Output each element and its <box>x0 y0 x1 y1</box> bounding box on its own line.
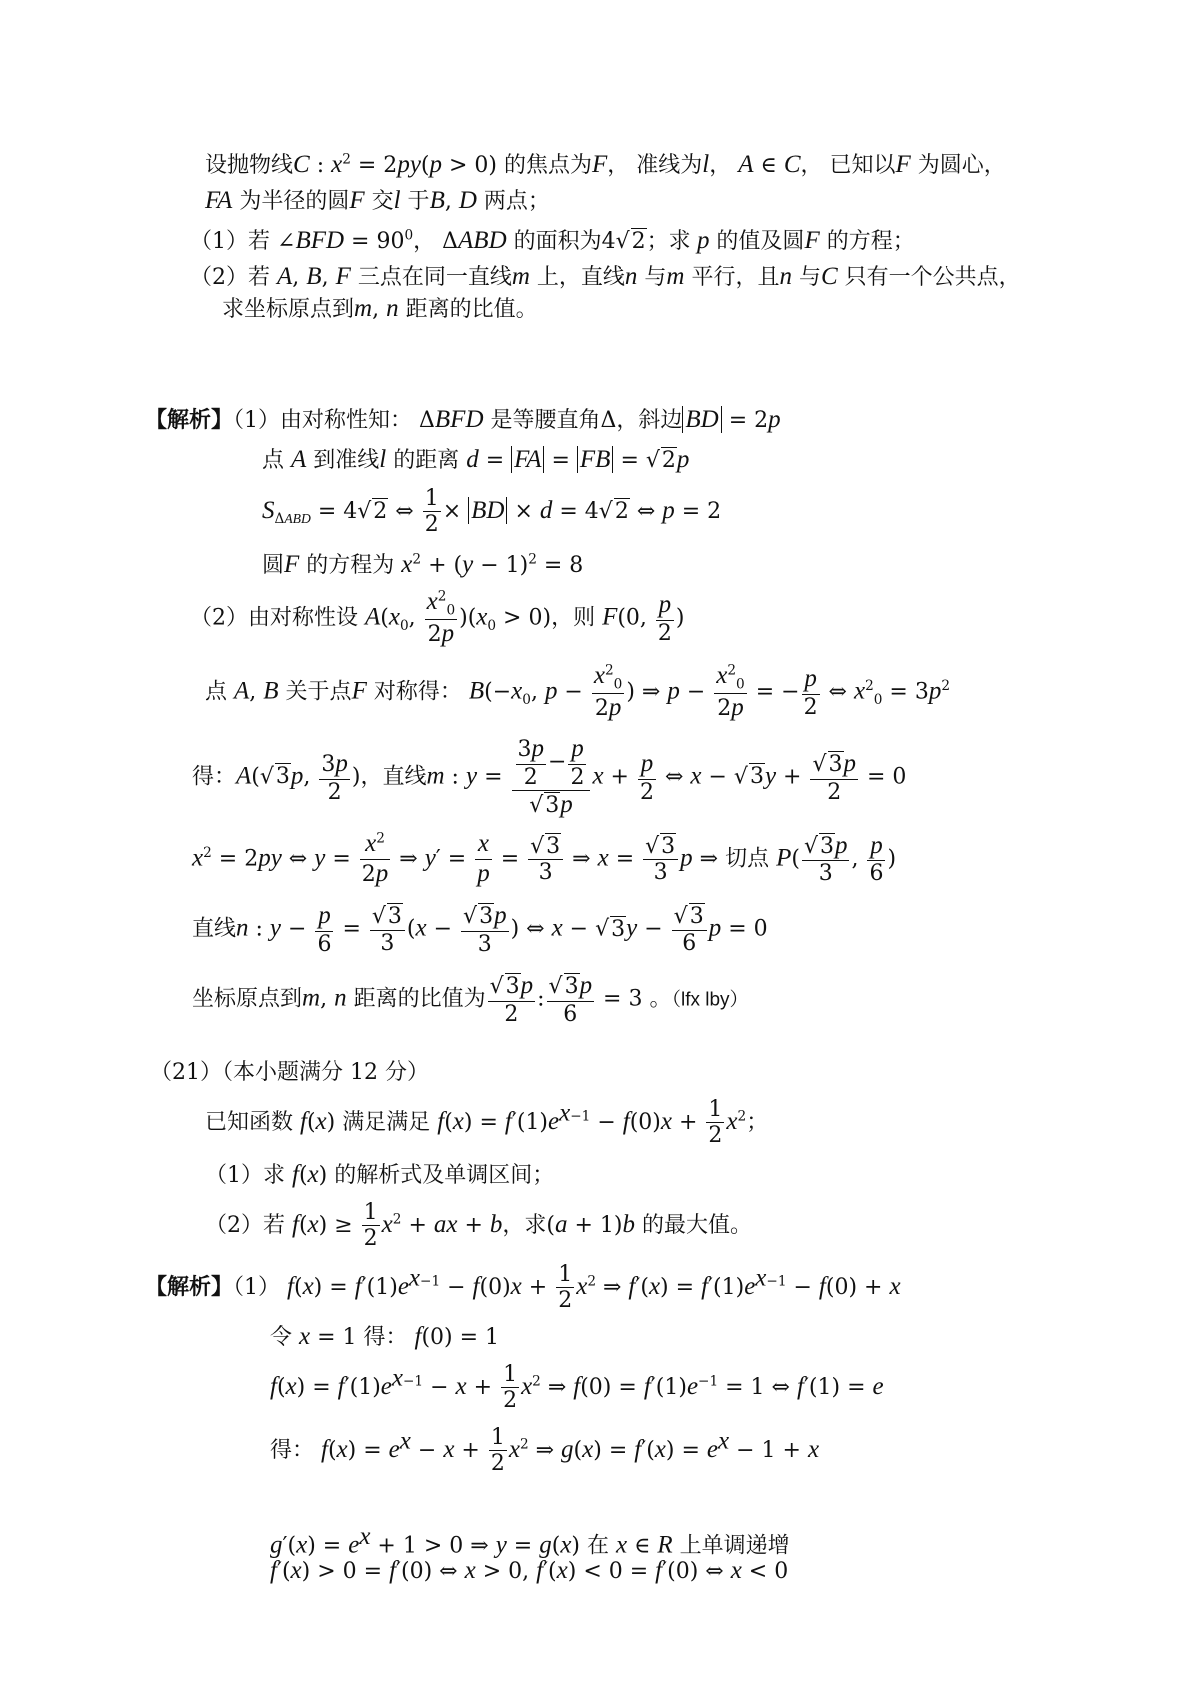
solution20-line7: 得：A(√3p, $\frac{3p}{2}$ )，直线m : y = $\frac{3p}{2}$ − $\frac{p}{2}$ √3p x + $\frac{p}{2}$ ⇔ x − √3y + $\frac{√3p}{2}$ = 0 <box>192 735 907 819</box>
solution20-line4: 圆F 的方程为 $x^2 + (y - 1)^2 = 8$ <box>262 551 584 578</box>
problem20-line1: 设抛物线C : $x^2 = 2py(p > 0)$ 的焦点为F， 准线为l， A ∈ C， 已知以F 为圆心， <box>205 151 1006 178</box>
problem20-question2: （2）若 A, B, F 三点在同一直线m 上，直线n 与m 平行，且n 与C 只有一个公共点， <box>190 263 1021 290</box>
problem20-question2-cont: 求坐标原点到m, n 距离的比值。 <box>222 295 538 322</box>
solution20-line9: 直线n : y − $\frac{p}{6}$ = $\frac{√3}{3}$ (x − $\frac{√3p}{3}$ ) ⇔ x − √3y − $\frac{√3}{6}$ p = 0 <box>192 902 768 957</box>
problem21-header: （21）（本小题满分 12 分） <box>150 1060 429 1085</box>
problem20-question1: （1）若 ∠BFD = $90^0$， ΔABD 的面积为4√2；求 p 的值及圆F 的方程； <box>190 227 915 254</box>
solution20-line10: 坐标原点到m, n 距离的比值为 $\frac{√3p}{2}$ : $\frac{√3p}{6}$ = 3 。（lfx lby） <box>192 972 749 1027</box>
solution20-tag: 【解析】 <box>145 407 234 433</box>
solution21-line4: 得： $f(x) = e^x - x$ + $\frac{1}{2}$ $x^2$ ⇒ $g(x) = f'(x) = e^x - 1 + x$ <box>270 1425 820 1477</box>
solution20-line5: （2）由对称性设 $A(x_0$, $\frac{x^2_0}{2p}$ )$(x_0 > 0)$，则 F(0, $\frac{p}{2}$ ) <box>190 588 685 648</box>
solution21-line5: $g'(x) = e^x + 1 > 0$ ⇒ y = g(x) 在 x ∈ R 上单调递增 <box>270 1523 790 1559</box>
problem20-line2: FA 为半径的圆F 交l 于B, D 两点； <box>205 187 550 214</box>
solution21-line6: f′(x) > 0 = f′(0) ⇔ x > 0, f′(x) < 0 = f′(0) ⇔ x < 0 <box>270 1557 789 1584</box>
solution21-line2: 令 x = 1 得： f(0) = 1 <box>270 1323 500 1350</box>
solution20-line6: 点 A, B 关于点F 对称得： $B(-x_0$, p − $\frac{x^2_0}{2p}$ ) ⇒ p − $\frac{x^2_0}{2p}$ = − $\frac{p}{2}$ ⇔ $x^2_0 = 3p^2$ <box>205 662 951 722</box>
solution21-line3: $f(x) = f'(1)e^{x-1} - x$ + $\frac{1}{2}$ $x^2$ ⇒ $f(0) = f'(1)e^{-1} = 1$ ⇔ f′(1) = e <box>270 1362 884 1414</box>
solution20-line3: $S_{\Delta ABD} = 4√2$ ⇔ $\frac{1}{2}$ × BD × d = 4√2 ⇔ p = 2 <box>262 486 722 538</box>
solution21-line1: 【解析】（1） $f(x) = f'(1)e^{x-1} - f(0)x$ + $\frac{1}{2}$ $x^2$ ⇒ $f'(x) = f'(1)e^{x-1} - f(0) + x$ <box>145 1262 901 1314</box>
problem21-question1: （1）求 f(x) 的解析式及单调区间； <box>205 1161 555 1188</box>
problem21-question2: （2）若 f(x) ≥ $\frac{1}{2}$ $x^2$ + ax + b，求(a + 1)b 的最大值。 <box>205 1200 752 1252</box>
solution20-line8: $x^2 = 2py$ ⇔ y = $\frac{x^2}{2p}$ ⇒ y′ = $\frac{x}{p}$ = $\frac{√3}{3}$ ⇒ x = $\frac{√3}{3}$ p ⇒ 切点 P( $\frac{√3p}{3}$ , $\frac{p}{6}$ ) <box>192 830 897 887</box>
problem21-line1: 已知函数 f(x) 满足满足 $f(x) = f'(1)e^{x-1} - f(0)x$ + $\frac{1}{2}$ $x^2$； <box>205 1097 769 1149</box>
solution20-line2: 点 A 到准线l 的距离 d = FA = FB = √2p <box>262 446 690 473</box>
solution20-line1: 【解析】（1）由对称性知： ΔBFD 是等腰直角Δ，斜边 BD = 2p <box>145 406 781 433</box>
solution21-tag: 【解析】 <box>145 1273 234 1300</box>
